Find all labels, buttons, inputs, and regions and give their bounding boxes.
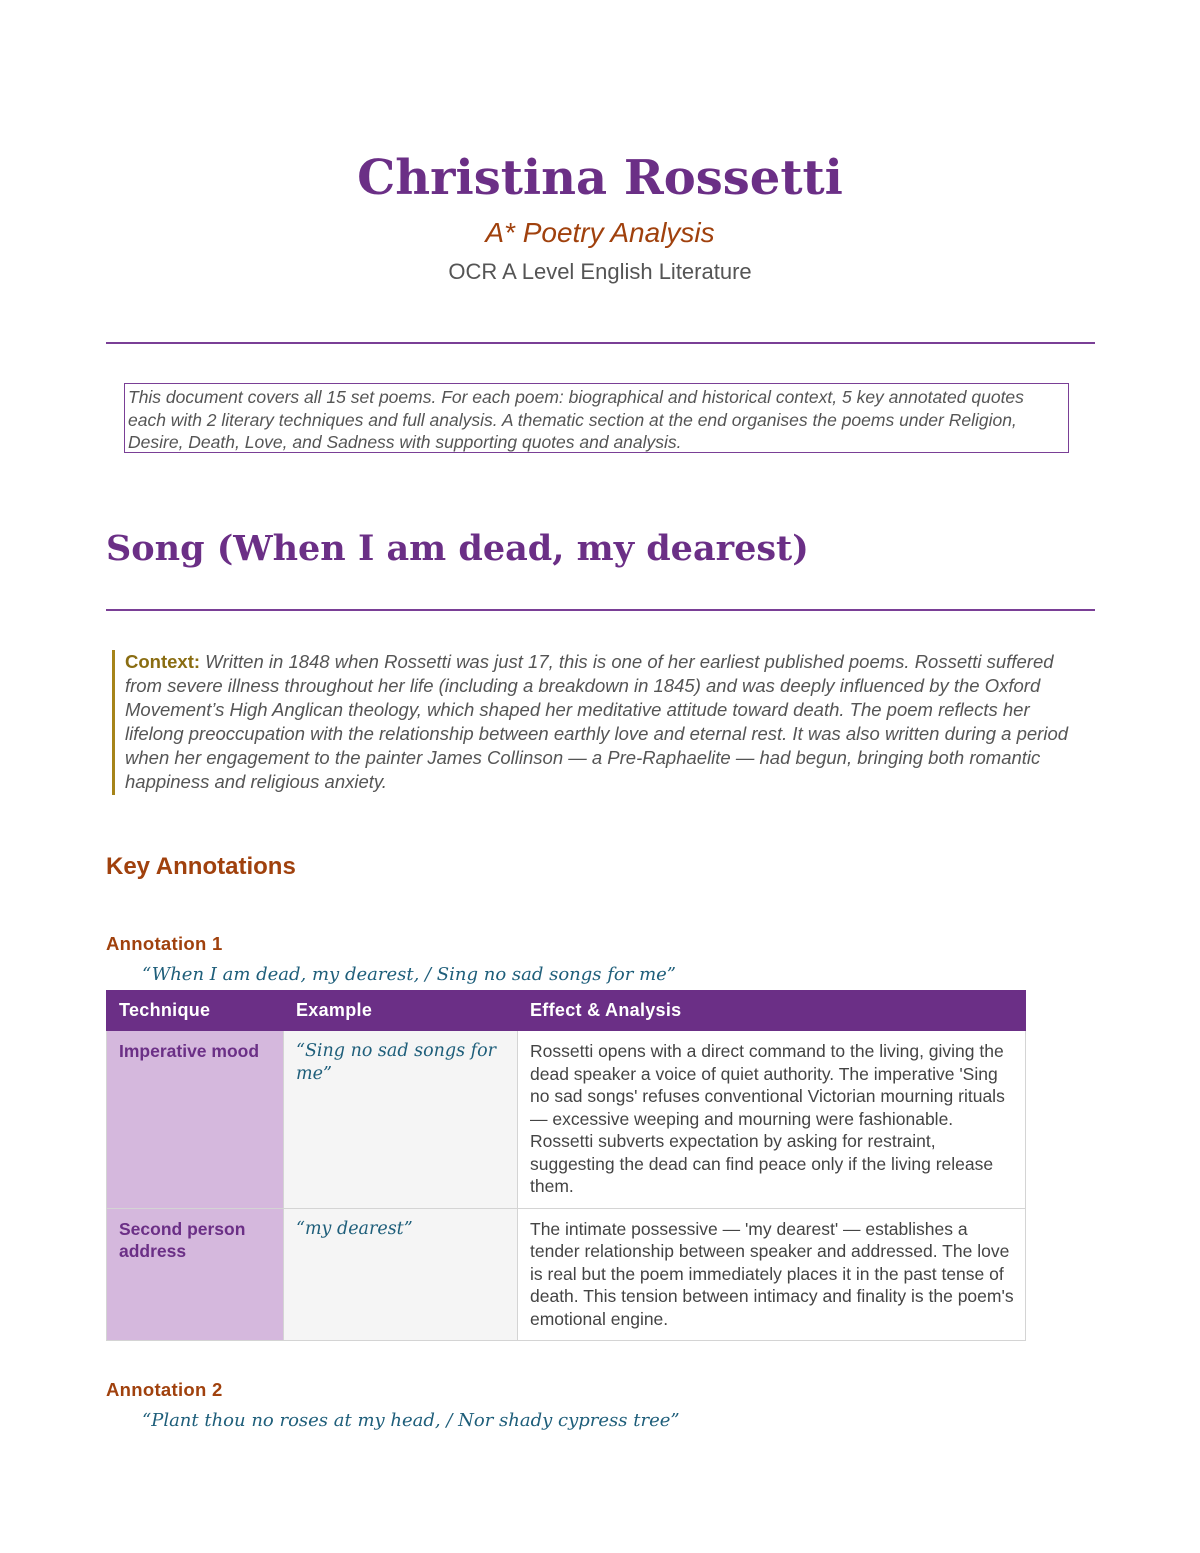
analysis-cell: The intimate possessive — 'my dearest' — establishes a tender relationship between speaker and addressed. The love is real but the poem immediately places it in the past tense of death. This tension between intimacy and finality is the poem's emotional engine. <box>518 1208 1026 1341</box>
technique-cell: Imperative mood <box>107 1031 284 1209</box>
example-cell: “my dearest” <box>284 1208 518 1341</box>
column-header-analysis: Effect & Analysis <box>518 991 1026 1031</box>
intro-box: This document covers all 15 set poems. For each poem: biographical and historical context, 5 key annotated quotes each with 2 literary techniques and full analysis. A thematic section at the end organises the poems under Religion, Desire, Death, Love, and Sadness with supporting quotes and analysis. <box>124 383 1069 453</box>
key-annotations-heading: Key Annotations <box>106 853 296 880</box>
annotation-heading: Annotation 2 <box>106 1379 223 1400</box>
context-block <box>112 650 1092 795</box>
document-title: Christina Rossetti <box>357 150 843 206</box>
header-divider <box>106 342 1095 344</box>
annotation-table <box>106 990 1026 1341</box>
annotation-heading: Annotation 1 <box>106 933 223 954</box>
column-header-example: Example <box>284 991 518 1031</box>
annotation-quote: “When I am dead, my dearest, / Sing no sad songs for me” <box>142 964 676 985</box>
context-text: Written in 1848 when Rossetti was just 17, this is one of her earliest published poems. Rossetti suffered from severe illness throughout her life (including a breakdown in 1845) and was deeply influenced by the Oxford Movement’s High Anglican theology, which shaped her meditative attitude toward death. The poem reflects her lifelong preoccupation with the relationship between earthly love and eternal rest. It was also written during a period when her engagement to the painter James Collinson — a Pre-Raphaelite — had begun, bringing both romantic happiness and religious anxiety. <box>125 651 1069 792</box>
example-cell: “Sing no sad songs for me” <box>284 1031 518 1209</box>
context-label: Context: <box>125 651 201 672</box>
document-subtitle: A* Poetry Analysis <box>485 217 715 248</box>
poem-divider <box>106 609 1095 611</box>
table-row <box>107 1208 1026 1341</box>
course-name: OCR A Level English Literature <box>448 259 752 284</box>
column-header-technique: Technique <box>107 991 284 1031</box>
annotation-quote: “Plant thou no roses at my head, / Nor shady cypress tree” <box>142 1410 680 1431</box>
table-row <box>107 1031 1026 1209</box>
technique-cell: Second person address <box>107 1208 284 1341</box>
table-header-row <box>107 991 1026 1031</box>
poem-title: Song (When I am dead, my dearest) <box>106 528 809 569</box>
analysis-cell: Rossetti opens with a direct command to the living, giving the dead speaker a voice of quiet authority. The imperative 'Sing no sad songs' refuses conventional Victorian mourning rituals — excessive weeping and mourning were fashionable. Rossetti subverts expectation by asking for restraint, suggesting the dead can find peace only if the living release them. <box>518 1031 1026 1209</box>
